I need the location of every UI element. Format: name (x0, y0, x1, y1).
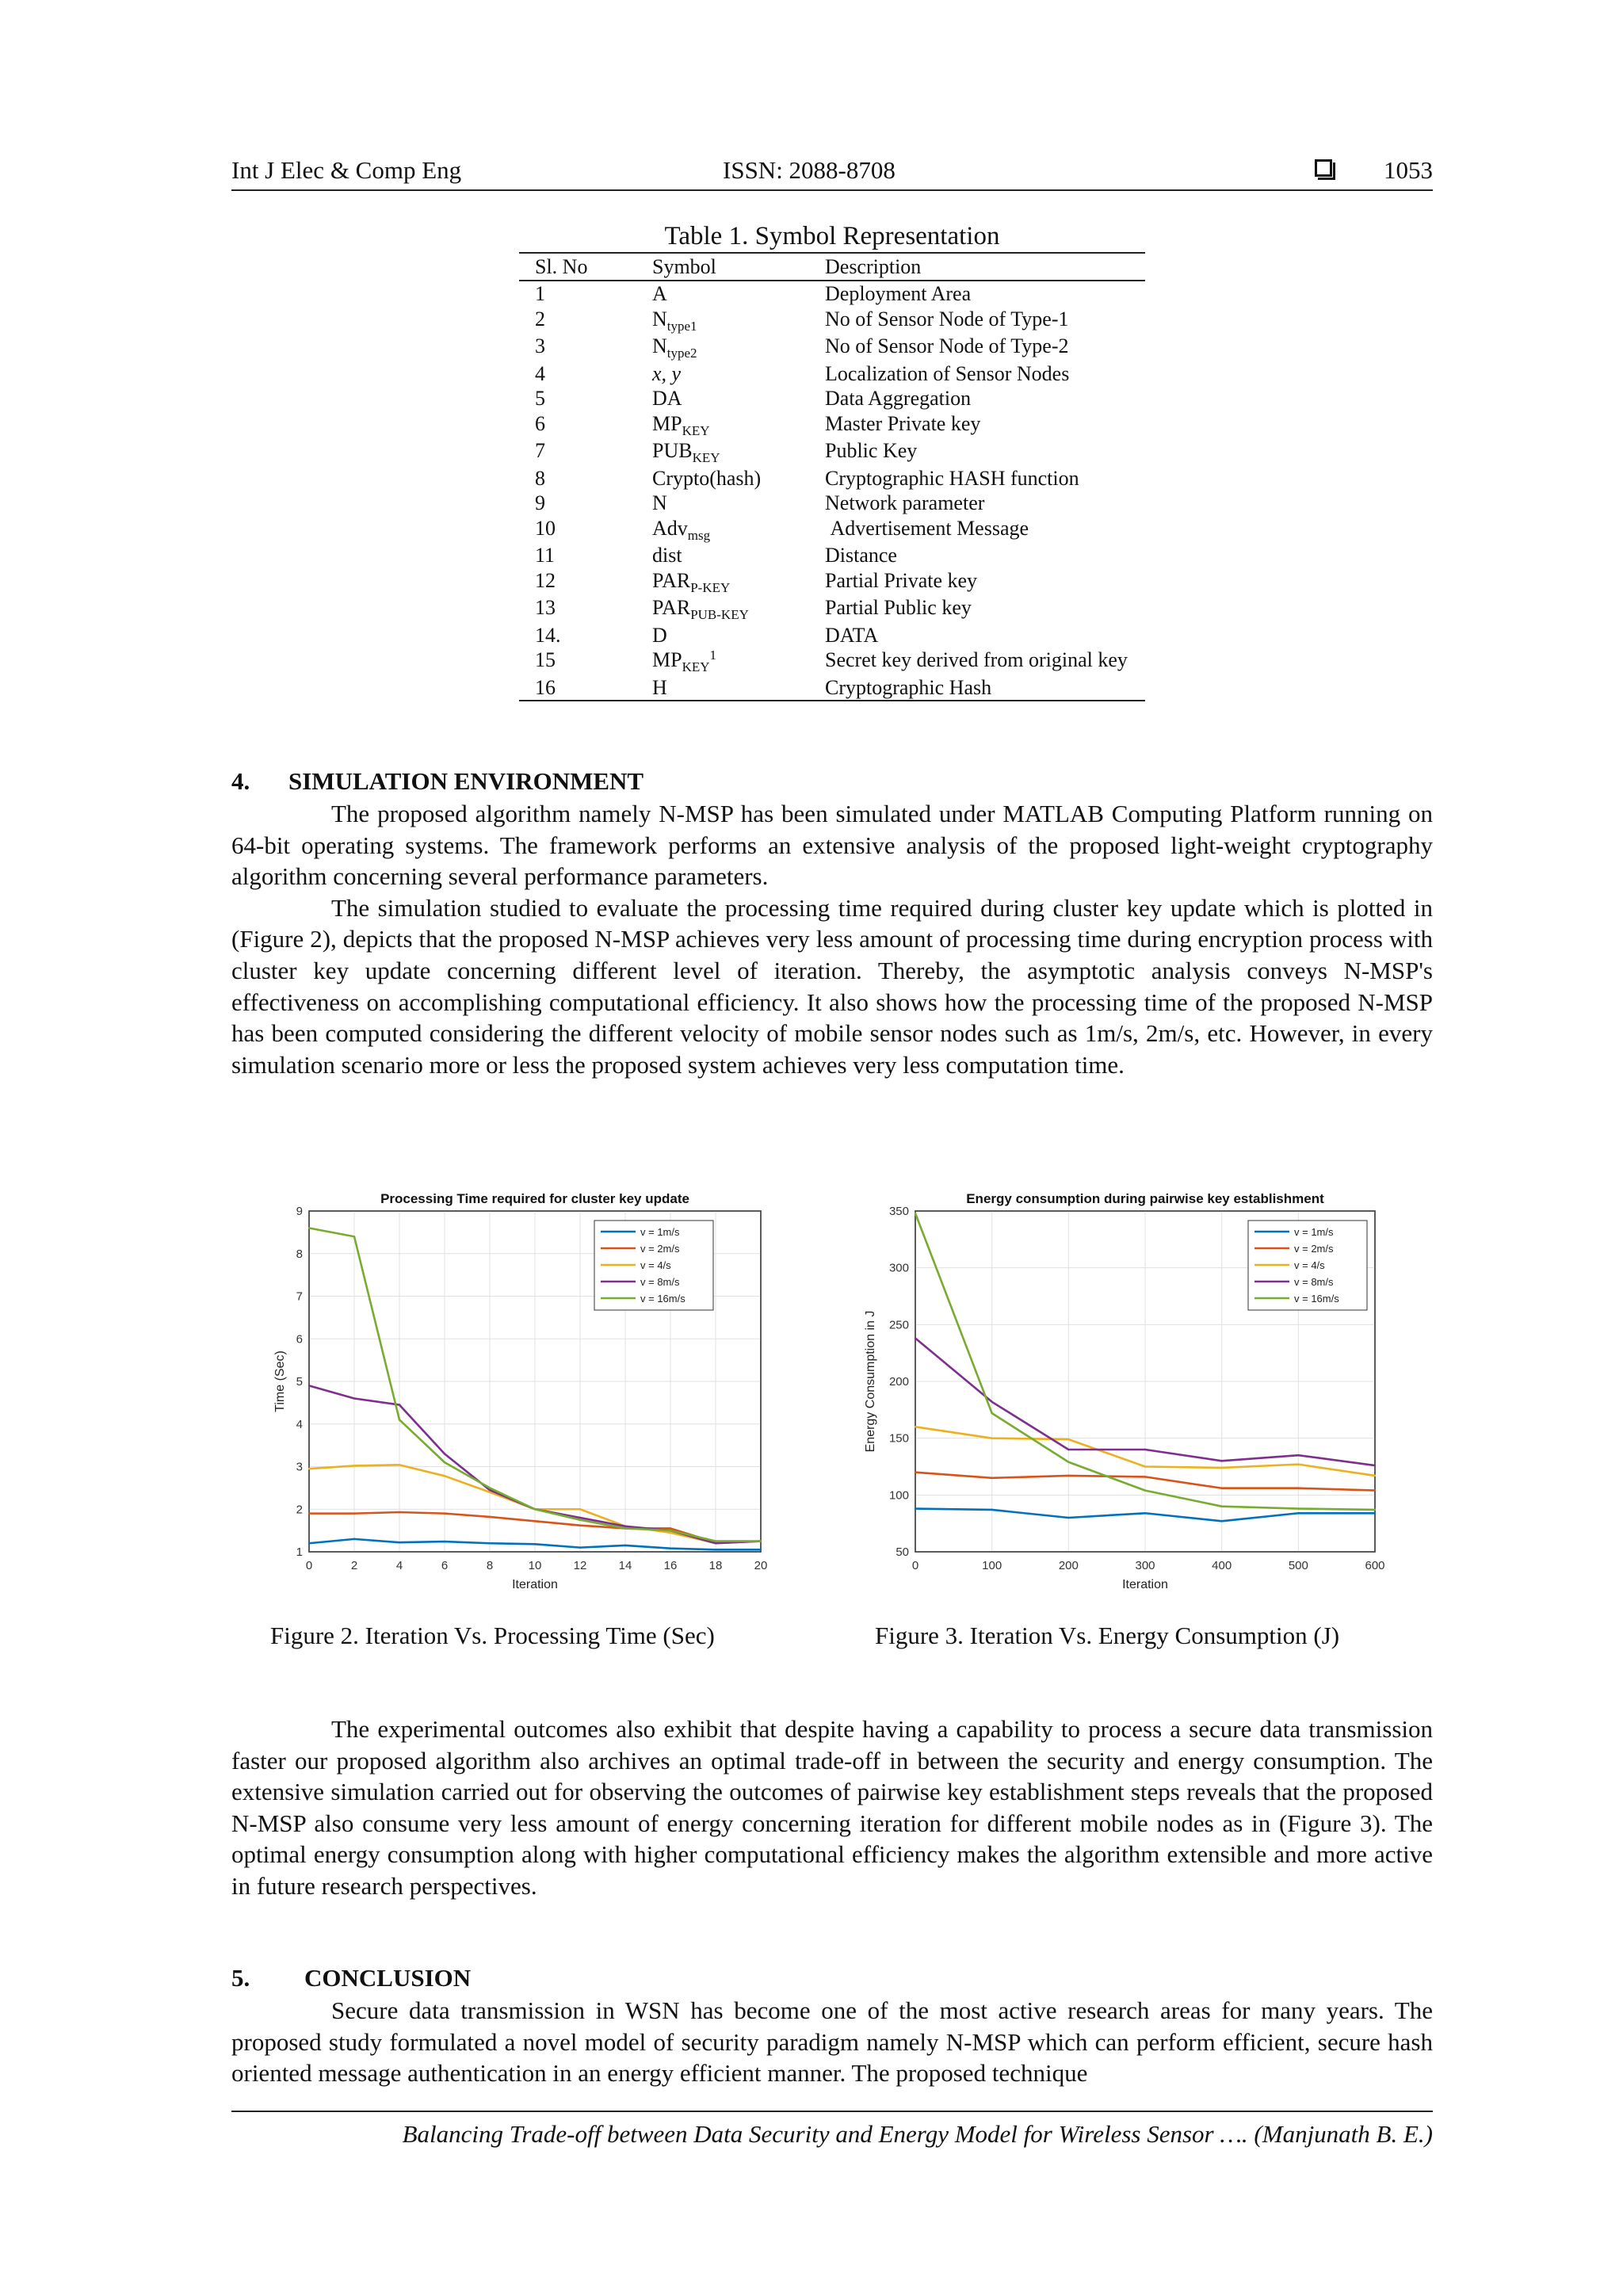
data-point (1220, 1460, 1222, 1461)
data-point (444, 1541, 445, 1542)
section-5-body (231, 1995, 1433, 2089)
running-footer (231, 2111, 1433, 2149)
row-symbol (636, 361, 809, 387)
energy-consumption-chart (848, 1179, 1403, 1607)
table-row (519, 595, 1145, 623)
data-point (1067, 1461, 1069, 1463)
data-point (489, 1492, 491, 1493)
processing-time-chart (265, 1179, 781, 1607)
data-point (579, 1546, 581, 1548)
legend-label: v = 1m/s (1294, 1226, 1334, 1238)
data-point (353, 1538, 355, 1540)
symbol-subscript: KEY (682, 659, 710, 674)
row-number: 15 (535, 648, 556, 671)
table-row (519, 334, 1145, 361)
square-bullet-icon (1315, 159, 1332, 177)
row-description: Public Key (825, 439, 918, 462)
y-tick-label: 8 (296, 1247, 303, 1261)
data-point (760, 1540, 762, 1541)
row-number: 7 (535, 439, 545, 462)
row-description: Secret key derived from original key (825, 648, 1128, 671)
data-point (1297, 1454, 1299, 1456)
y-tick-label: 50 (896, 1545, 909, 1559)
data-point (489, 1516, 491, 1518)
y-axis-label: Time (Sec) (273, 1350, 287, 1412)
symbol-subscript: P-KEY (690, 579, 731, 595)
row-symbol (636, 411, 809, 439)
data-point (715, 1549, 716, 1550)
y-tick-label: 5 (296, 1375, 303, 1389)
data-point (1220, 1467, 1222, 1469)
data-point (670, 1527, 671, 1529)
data-point (1144, 1449, 1146, 1450)
row-description: Network parameter (825, 491, 985, 514)
y-tick-label: 4 (296, 1417, 303, 1431)
legend-label: v = 1m/s (640, 1226, 680, 1238)
figure-2-caption: Figure 2. Iteration Vs. Processing Time (Sec) (270, 1622, 715, 1649)
table-header-row (519, 253, 1145, 281)
x-tick-label: 4 (395, 1559, 403, 1572)
data-point (399, 1404, 400, 1405)
x-axis-label: Iteration (1122, 1578, 1168, 1591)
data-point (534, 1508, 536, 1510)
symbol-base: x, y (652, 361, 682, 385)
data-point (1374, 1512, 1376, 1514)
x-tick-label: 0 (305, 1559, 313, 1572)
data-point (670, 1532, 671, 1534)
data-point (308, 1468, 310, 1469)
section-5-title: CONCLUSION (304, 1964, 472, 1992)
y-tick-label: 100 (888, 1488, 909, 1503)
data-point (399, 1464, 400, 1465)
data-point (670, 1530, 671, 1531)
running-header (231, 153, 1433, 191)
y-tick-label: 200 (888, 1375, 909, 1389)
x-tick-label: 20 (754, 1559, 768, 1572)
data-point (1220, 1488, 1222, 1489)
data-point (1374, 1509, 1376, 1511)
symbol-base: DA (652, 387, 682, 410)
row-description: No of Sensor Node of Type-1 (825, 307, 1069, 330)
table-row (519, 568, 1145, 596)
row-number: 13 (535, 596, 556, 619)
x-tick-label: 500 (1288, 1559, 1308, 1572)
y-tick-label: 1 (296, 1545, 303, 1559)
symbol-base: MP (652, 411, 682, 435)
data-point (444, 1461, 445, 1463)
row-symbol (636, 516, 809, 544)
data-point (1297, 1488, 1299, 1489)
symbol-base: N (652, 307, 667, 330)
data-point (1144, 1512, 1146, 1514)
data-point (915, 1337, 916, 1339)
row-symbol (636, 568, 809, 596)
row-description: Localization of Sensor Nodes (825, 361, 1070, 385)
data-point (991, 1437, 992, 1438)
data-point (1067, 1449, 1069, 1450)
row-symbol (636, 386, 809, 411)
row-description: Deployment Area (825, 282, 972, 305)
paragraph: Secure data transmission in WSN has become one of the most active research areas for many years. The proposed study formulated a novel model of security paradigm namely N-MSP which can perform efficient, secure hash oriented message authentication in an energy efficient manner. The proposed technique (231, 1996, 1433, 2088)
legend-label: v = 8m/s (640, 1276, 680, 1288)
data-point (1297, 1507, 1299, 1509)
row-symbol (636, 491, 809, 516)
col-header-description: Description (809, 253, 1145, 281)
section-5-heading (231, 1964, 472, 1992)
row-number: 6 (535, 411, 545, 435)
row-description: DATA (825, 623, 879, 647)
data-point (1374, 1465, 1376, 1466)
row-symbol (636, 466, 809, 491)
row-description: Cryptographic HASH function (825, 466, 1079, 490)
issn: ISSN: 2088-8708 (723, 156, 896, 184)
section-4-title: SIMULATION ENVIRONMENT (288, 767, 644, 795)
footer-text: Balancing Trade-off between Data Security and Energy Model for Wireless Sensor …. (Manjunath B. E.) (402, 2120, 1433, 2148)
journal-name: Int J Elec & Comp Eng (231, 156, 462, 184)
y-tick-label: 300 (888, 1261, 909, 1275)
symbol-subscript: KEY (692, 450, 720, 465)
row-description: Data Aggregation (825, 387, 972, 410)
row-number: 9 (535, 491, 545, 514)
data-point (915, 1213, 916, 1214)
row-description: No of Sensor Node of Type-2 (825, 334, 1069, 357)
data-point (489, 1487, 491, 1488)
x-tick-label: 600 (1365, 1559, 1385, 1572)
data-point (308, 1385, 310, 1386)
page-number: 1053 (1384, 156, 1433, 184)
row-description: Cryptographic Hash (809, 675, 1145, 701)
row-description: Partial Private key (825, 568, 978, 592)
table-row (519, 543, 1145, 568)
legend-label: v = 2m/s (1294, 1243, 1334, 1255)
data-point (444, 1453, 445, 1454)
data-point (579, 1524, 581, 1526)
data-point (353, 1397, 355, 1399)
data-point (915, 1507, 916, 1509)
y-tick-label: 150 (888, 1431, 909, 1446)
row-number: 16 (519, 675, 636, 701)
data-point (399, 1541, 400, 1543)
data-point (1144, 1465, 1146, 1467)
table-row (519, 281, 1145, 307)
data-point (489, 1542, 491, 1544)
data-point (715, 1542, 716, 1544)
data-point (399, 1419, 400, 1420)
section-4-body-continued (231, 1713, 1433, 1902)
table-row (519, 491, 1145, 516)
table-row (519, 648, 1145, 675)
legend-label: v = 4/s (640, 1259, 671, 1271)
x-tick-label: 8 (486, 1559, 494, 1572)
row-number: 10 (535, 516, 556, 540)
data-point (991, 1509, 992, 1511)
row-symbol (636, 307, 809, 334)
data-point (715, 1540, 716, 1541)
symbol-table (519, 252, 1145, 701)
row-number: 1 (535, 282, 545, 305)
data-point (670, 1548, 671, 1549)
symbol-base: N (652, 334, 667, 357)
section-4-body (231, 798, 1433, 1080)
table-row (519, 411, 1145, 439)
chart-title: Energy consumption during pairwise key establishment (966, 1191, 1324, 1206)
x-tick-label: 6 (441, 1559, 449, 1572)
y-tick-label: 9 (296, 1205, 303, 1218)
col-header-slno: Sl. No (519, 253, 636, 281)
y-tick-label: 6 (296, 1332, 303, 1347)
data-point (624, 1527, 626, 1529)
symbol-subscript: msg (687, 527, 711, 543)
x-axis-label: Iteration (512, 1578, 558, 1591)
symbol-base: N (652, 491, 667, 514)
x-tick-label: 100 (982, 1559, 1002, 1572)
data-point (1067, 1438, 1069, 1440)
col-header-symbol: Symbol (636, 253, 809, 281)
table-row (519, 675, 1145, 701)
x-tick-label: 14 (618, 1559, 632, 1572)
data-point (579, 1517, 581, 1519)
table-row (519, 438, 1145, 466)
paragraph: The proposed algorithm namely N-MSP has been simulated under MATLAB Computing Platform running on 64-bit operating systems. The framework performs an extensive analysis of the proposed light-weight cryptography algorithm concerning several performance parameters. (231, 800, 1433, 891)
row-symbol (636, 281, 809, 307)
figure-3 (848, 1179, 1403, 1611)
data-point (1374, 1475, 1376, 1477)
y-axis-label: Energy Consumption in J (864, 1310, 877, 1453)
data-point (991, 1412, 992, 1414)
data-point (489, 1489, 491, 1491)
y-tick-label: 350 (888, 1205, 909, 1218)
data-point (534, 1520, 536, 1522)
data-point (1297, 1512, 1299, 1514)
x-tick-label: 400 (1212, 1559, 1232, 1572)
x-tick-label: 16 (663, 1559, 678, 1572)
row-number: 12 (535, 568, 556, 592)
data-point (534, 1543, 536, 1545)
symbol-base: MP (652, 648, 682, 671)
data-point (1374, 1489, 1376, 1491)
symbol-subscript: type2 (666, 346, 697, 361)
data-point (308, 1512, 310, 1514)
x-tick-label: 200 (1058, 1559, 1079, 1572)
symbol-base: H (652, 675, 667, 699)
row-symbol (636, 543, 809, 568)
symbol-base: PUB (652, 439, 693, 462)
row-symbol (636, 648, 809, 675)
row-description: Distance (825, 544, 897, 567)
symbol-subscript: PUB-KEY (690, 607, 749, 622)
data-point (308, 1227, 310, 1228)
symbol-base: D (652, 623, 667, 647)
legend-label: v = 4/s (1294, 1259, 1325, 1271)
symbol-superscript: 1 (709, 648, 717, 663)
row-description: Partial Public key (825, 596, 972, 619)
row-number: 8 (535, 466, 545, 490)
data-point (579, 1508, 581, 1510)
data-point (353, 1236, 355, 1237)
data-point (1220, 1505, 1222, 1507)
row-description: Advertisement Message (825, 516, 1029, 540)
legend-label: v = 2m/s (640, 1243, 680, 1255)
figure-2 (265, 1179, 781, 1611)
row-symbol (636, 438, 809, 466)
data-point (991, 1401, 992, 1403)
data-point (308, 1542, 310, 1544)
chart-title: Processing Time required for cluster key update (380, 1191, 689, 1206)
row-number: 11 (535, 544, 556, 567)
y-tick-label: 3 (296, 1460, 303, 1474)
legend-label: v = 16m/s (1294, 1293, 1339, 1305)
symbol-base: Adv (652, 516, 688, 540)
data-point (353, 1465, 355, 1466)
x-tick-label: 0 (911, 1559, 919, 1572)
symbol-subscript: KEY (682, 422, 710, 438)
row-number: 4 (535, 361, 545, 385)
table-caption: Table 1. Symbol Representation (664, 222, 1000, 250)
data-point (760, 1549, 762, 1550)
y-tick-label: 250 (888, 1318, 909, 1332)
symbol-base: dist (652, 544, 682, 567)
data-point (1144, 1476, 1146, 1477)
section-4-number: 4. (231, 767, 250, 795)
x-tick-label: 2 (350, 1559, 358, 1572)
row-symbol (636, 623, 809, 648)
data-point (624, 1545, 626, 1546)
paragraph: The experimental outcomes also exhibit that despite having a capability to process a secure data transmission faster our proposed algorithm also archives an optimal trade-off in between the security and energy consumption. The extensive simulation carried out for observing the outcomes of pairwise key establishment steps reveals that the proposed N-MSP also consume very less amount of energy concerning iteration for different mobile nodes as in (Figure 3). The optimal energy consumption along with higher computational efficiency makes the algorithm extensible and more active in future research perspectives. (231, 1715, 1433, 1900)
data-point (1144, 1489, 1146, 1491)
data-point (353, 1512, 355, 1514)
figure-3-caption: Figure 3. Iteration Vs. Energy Consumption (J) (875, 1622, 1340, 1649)
data-point (915, 1426, 916, 1427)
row-symbol (636, 675, 809, 701)
symbol-subscript: type1 (666, 318, 697, 334)
data-point (624, 1526, 626, 1527)
legend-label: v = 16m/s (640, 1293, 685, 1305)
data-point (444, 1512, 445, 1514)
row-symbol (636, 595, 809, 623)
row-number: 14. (535, 623, 561, 647)
section-4-heading (231, 767, 644, 796)
data-point (579, 1519, 581, 1520)
x-tick-label: 10 (528, 1559, 542, 1572)
table-row (519, 466, 1145, 491)
row-number: 2 (535, 307, 545, 330)
row-number: 3 (535, 334, 545, 357)
table-row (519, 307, 1145, 334)
data-point (1067, 1475, 1069, 1477)
x-tick-label: 12 (573, 1559, 587, 1572)
table-row (519, 361, 1145, 387)
row-number: 5 (535, 387, 545, 410)
y-tick-label: 7 (296, 1289, 303, 1304)
y-tick-label: 2 (296, 1503, 303, 1517)
symbol-base: A (652, 282, 667, 305)
data-point (399, 1511, 400, 1513)
symbol-base: Crypto(hash) (652, 466, 762, 490)
symbol-base: PAR (652, 596, 691, 619)
table-row (519, 386, 1145, 411)
x-tick-label: 300 (1135, 1559, 1155, 1572)
data-point (915, 1471, 916, 1473)
table-row (519, 516, 1145, 544)
table-body (519, 281, 1145, 701)
data-point (1220, 1520, 1222, 1522)
x-tick-label: 18 (708, 1559, 723, 1572)
data-point (1297, 1463, 1299, 1465)
section-5-number: 5. (231, 1964, 250, 1992)
row-symbol (636, 334, 809, 361)
symbol-base: PAR (652, 568, 691, 592)
data-point (991, 1477, 992, 1479)
legend-label: v = 8m/s (1294, 1276, 1334, 1288)
data-point (1067, 1517, 1069, 1519)
data-point (444, 1475, 445, 1477)
table-row (519, 623, 1145, 648)
row-description: Master Private key (825, 411, 981, 435)
paragraph: The simulation studied to evaluate the processing time required during cluster key update which is plotted in (Figure 2), depicts that the proposed N-MSP achieves very less amount of processing time during encryption process with cluster key update concerning different level of iteration. Thereby, the asymptotic analysis conveys N-MSP's effectiveness on accomplishing computational efficiency. It also shows how the processing time of the proposed N-MSP has been computed considering the different velocity of mobile sensor nodes such as 1m/s, 2m/s, etc. However, in every simulation scenario more or less the proposed system achieves very less computation time. (231, 893, 1433, 1079)
